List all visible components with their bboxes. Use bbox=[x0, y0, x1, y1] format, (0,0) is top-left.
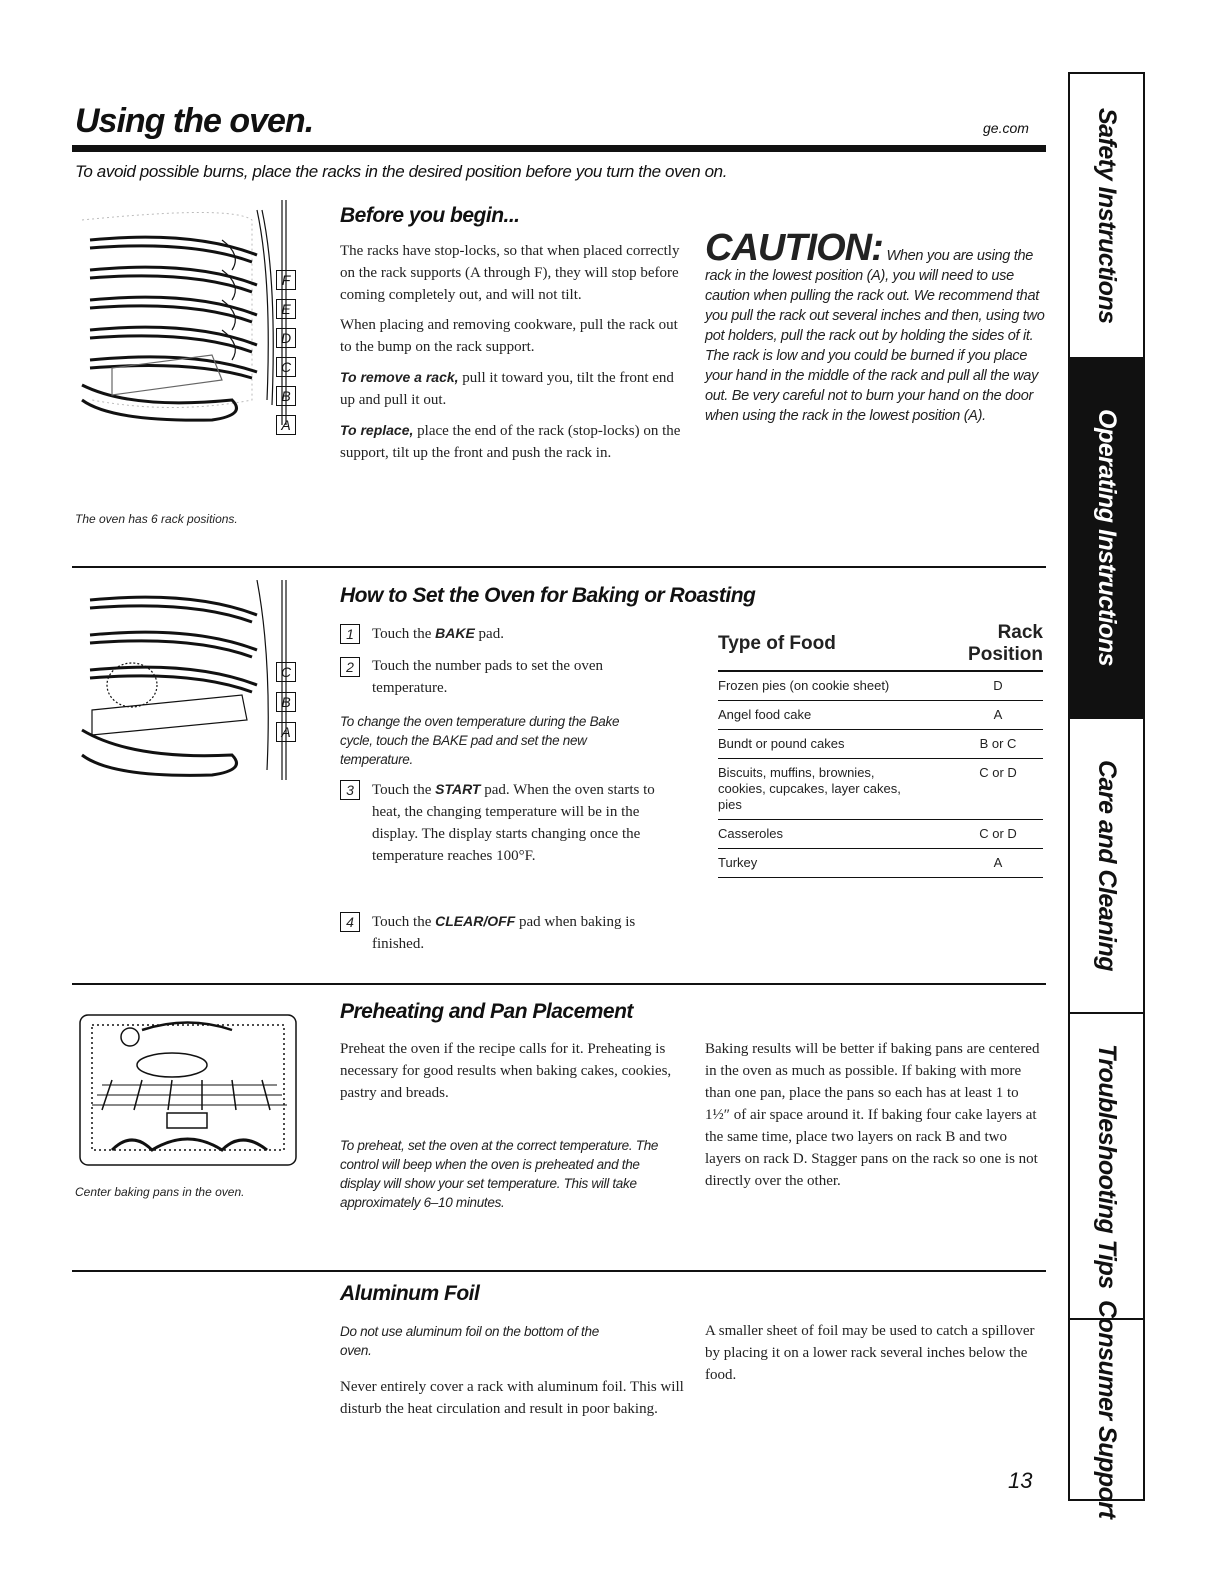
step-text-end: pad when baking is finished. bbox=[372, 914, 636, 952]
stoplocks-paragraph: The racks have stop-locks, so that when placed correctly on the rack supports (A through F), they will stop before coming completely out, and will not tilt. bbox=[340, 243, 680, 303]
tab-consumer-support[interactable] bbox=[1070, 1300, 1143, 1519]
step-text-end: pad. When the oven starts to heat, the changing temperature will be in the display. The display starts changing once the temperature reaches 100°F. bbox=[372, 782, 655, 864]
step-text: Touch the number pads to set the oven temperature. bbox=[372, 658, 603, 696]
rack-label-a: A bbox=[276, 722, 296, 742]
rack-caption: The oven has 6 rack positions. bbox=[75, 512, 238, 526]
food-cell: Angel food cake bbox=[718, 701, 953, 730]
before-heading: Before you begin... bbox=[340, 204, 520, 227]
pan-placement-body: Baking results will be better if baking pans are centered in the oven as much as possible. If baking with more than one pan, place the pans so each has at least 1 to 1½″ of air space around it. If baking four cake layers at the same time, place two layers on rack B and two layers on rack D. Stagger pans on the rack so one is not directly over the other. bbox=[705, 1041, 1040, 1189]
step-text-end: pad. bbox=[474, 626, 504, 642]
rack-cell: A bbox=[953, 701, 1043, 730]
table-row bbox=[718, 820, 1043, 849]
caution-box bbox=[705, 227, 1045, 426]
preheat-note: To preheat, set the oven at the correct temperature. The control will beep when the oven is preheated and the display will show your set temperature. This will take approximately 6–10 minutes. bbox=[340, 1138, 659, 1210]
foil-heading: Aluminum Foil bbox=[340, 1282, 480, 1305]
rack-cell: A bbox=[953, 849, 1043, 878]
section-divider-1 bbox=[72, 566, 1046, 568]
bake-pad-label: BAKE bbox=[435, 625, 475, 641]
tab-label: Operating Instructions bbox=[1093, 409, 1121, 667]
page-title: Using the oven. bbox=[75, 102, 314, 140]
preheat-body: Preheat the oven if the recipe calls for it. Preheating is necessary for good results when baking cakes, cookies, pastry and breads. bbox=[340, 1041, 672, 1101]
rack-label-e: E bbox=[276, 299, 296, 319]
tab-label: Troubleshooting Tips bbox=[1093, 1043, 1121, 1289]
preheat-heading: Preheating and Pan Placement bbox=[340, 1000, 633, 1023]
replace-label: To replace, bbox=[340, 422, 414, 438]
col-type-of-food: Type of Food bbox=[718, 622, 953, 671]
step-number: 4 bbox=[340, 912, 360, 932]
foil-spillover-body: A smaller sheet of foil may be used to catch a spillover by placing it on a lower rack several inches below the food. bbox=[705, 1323, 1035, 1383]
step-4 bbox=[340, 910, 670, 955]
rack-label-d: D bbox=[276, 328, 296, 348]
step-text: Touch the bbox=[372, 782, 436, 798]
step-1 bbox=[340, 622, 670, 645]
foil-note: Do not use aluminum foil on the bottom of the oven. bbox=[340, 1324, 599, 1358]
rack-position-table bbox=[718, 622, 1043, 878]
table-row bbox=[718, 759, 1043, 820]
caution-text: When you are using the rack in the lowest position (A), you will need to use caution when pulling the rack out. We recommend that you pull the rack out several inches and then, using two pot holders, pull the rack out by holding the sides of it. The rack is low and you could be burned if you place your hand in the middle of the rack and pull all the way out. Be very careful not to burn your hand on the door when using the rack in the lowest position (A). bbox=[705, 248, 1045, 424]
baking-rack-labels bbox=[276, 660, 298, 742]
clear-off-pad-label: CLEAR/OFF bbox=[435, 913, 516, 929]
food-cell: Turkey bbox=[718, 849, 953, 878]
step-2 bbox=[340, 655, 670, 699]
foil-body: Never entirely cover a rack with aluminum foil. This will disturb the heat circulation and result in poor baking. bbox=[340, 1379, 684, 1417]
rack-label-c: C bbox=[276, 357, 296, 377]
header-rule bbox=[72, 145, 1046, 152]
start-pad-label: START bbox=[435, 781, 481, 797]
tab-care-and-cleaning[interactable] bbox=[1070, 719, 1143, 1014]
rack-cell: C or D bbox=[953, 759, 1043, 820]
section-divider-2 bbox=[72, 983, 1046, 985]
col-rack-position: Rack Position bbox=[953, 622, 1043, 671]
before-body bbox=[340, 240, 685, 472]
replace-paragraph bbox=[340, 419, 685, 464]
tab-label: Consumer Support bbox=[1093, 1300, 1121, 1519]
tab-operating-instructions[interactable] bbox=[1070, 359, 1143, 719]
placing-paragraph: When placing and removing cookware, pull the rack out to the bump on the rack support. bbox=[340, 317, 678, 355]
site-url: ge.com bbox=[983, 120, 1029, 136]
section-divider-3 bbox=[72, 1270, 1046, 1272]
table-row bbox=[718, 701, 1043, 730]
tab-label: Safety Instructions bbox=[1093, 107, 1121, 324]
food-cell: Bundt or pound cakes bbox=[718, 730, 953, 759]
step-number: 3 bbox=[340, 780, 360, 800]
intro-warning: To avoid possible burns, place the racks in the desired position before you turn the oven on. bbox=[75, 162, 728, 181]
caution-heading: CAUTION: bbox=[705, 227, 883, 269]
pan-caption: Center baking pans in the oven. bbox=[75, 1185, 245, 1199]
section-tabs bbox=[1068, 72, 1145, 1519]
step-text: Touch the bbox=[372, 914, 436, 930]
food-cell: Biscuits, muffins, brownies, cookies, cupcakes, layer cakes, pies bbox=[718, 759, 953, 820]
remove-label: To remove a rack, bbox=[340, 369, 459, 385]
rack-label-a: A bbox=[276, 415, 296, 435]
table-row bbox=[718, 671, 1043, 701]
step-3 bbox=[340, 778, 670, 867]
remove-paragraph bbox=[340, 366, 685, 411]
tab-safety-instructions[interactable] bbox=[1070, 74, 1143, 359]
rack-label-f: F bbox=[276, 270, 296, 290]
rack-position-labels bbox=[276, 268, 298, 435]
page-number: 13 bbox=[1008, 1468, 1033, 1493]
table-row bbox=[718, 730, 1043, 759]
rack-cell: D bbox=[953, 671, 1043, 701]
step-number: 1 bbox=[340, 624, 360, 644]
pan-placement-illustration bbox=[72, 1010, 304, 1170]
remove-text: pull it toward you, tilt the front end up and pull it out. bbox=[340, 370, 674, 408]
food-cell: Casseroles bbox=[718, 820, 953, 849]
step-text: Touch the bbox=[372, 626, 436, 642]
rack-cell: B or C bbox=[953, 730, 1043, 759]
step-number: 2 bbox=[340, 657, 360, 677]
tab-label: Care and Cleaning bbox=[1093, 760, 1121, 971]
rack-label-b: B bbox=[276, 692, 296, 712]
replace-text: place the end of the rack (stop-locks) on the support, tilt up the front and push the rack in. bbox=[340, 423, 681, 461]
food-cell: Frozen pies (on cookie sheet) bbox=[718, 671, 953, 701]
bake-temp-note: To change the oven temperature during the Bake cycle, touch the BAKE pad and set the new temperature. bbox=[340, 714, 620, 767]
rack-label-c: C bbox=[276, 662, 296, 682]
rack-label-b: B bbox=[276, 386, 296, 406]
table-row bbox=[718, 849, 1043, 878]
baking-heading: How to Set the Oven for Baking or Roasting bbox=[340, 584, 756, 607]
tab-troubleshooting-tips[interactable] bbox=[1070, 1014, 1143, 1320]
rack-cell: C or D bbox=[953, 820, 1043, 849]
